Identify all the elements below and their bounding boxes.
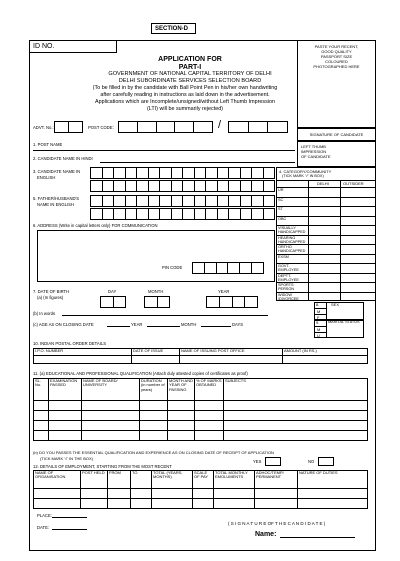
category-delhi-checkbox[interactable] bbox=[309, 293, 340, 302]
category-delhi-checkbox[interactable] bbox=[309, 274, 340, 283]
postal-cell[interactable] bbox=[34, 356, 132, 364]
category-outsider-checkbox[interactable] bbox=[341, 293, 376, 302]
category-row-label: ORTHO HANDICAPPED bbox=[278, 245, 306, 254]
emp-header-org: NAME OF ORGANISATION bbox=[34, 471, 81, 489]
edu-cell[interactable] bbox=[195, 431, 224, 441]
category-row-label: SC bbox=[278, 197, 284, 202]
title-application: APPLICATION FOR bbox=[158, 56, 222, 63]
name-label: Name: bbox=[255, 531, 277, 538]
category-outsider-checkbox[interactable] bbox=[341, 226, 376, 235]
category-row-label: UR bbox=[278, 188, 284, 192]
address-label: 6. ADDRESS (Write in capital letters only) FOR COMMUNICATION bbox=[33, 223, 158, 228]
category-outsider-checkbox[interactable] bbox=[341, 245, 376, 254]
edu-cell[interactable] bbox=[49, 411, 82, 421]
postal-header-date: DATE OF ISSUE bbox=[132, 349, 180, 356]
edu-cell[interactable] bbox=[140, 431, 168, 441]
thumb-label-2: IMPRESSION bbox=[301, 149, 327, 154]
emp-header-scale: SCALE OF PAY bbox=[193, 471, 214, 489]
age-days-label: DAYS bbox=[232, 322, 244, 327]
advt-no-label: ADVT. No.: bbox=[33, 125, 54, 130]
edu-cell[interactable] bbox=[34, 431, 49, 441]
q11b-text-2: (TICK MARK '√' IN THE BOX) bbox=[40, 456, 93, 461]
dob-figures-label: (a) (In figures) bbox=[37, 295, 64, 300]
category-outsider-checkbox[interactable] bbox=[341, 198, 376, 207]
emp-cell[interactable] bbox=[298, 499, 368, 509]
category-outsider-checkbox[interactable] bbox=[341, 283, 376, 292]
post-name-field[interactable] bbox=[33, 150, 295, 151]
edu-cell[interactable] bbox=[140, 421, 168, 431]
category-row-label: EXSM bbox=[278, 254, 289, 259]
edu-cell[interactable] bbox=[34, 421, 49, 431]
name-field[interactable] bbox=[280, 537, 355, 538]
thumb-label-3: OF CANDIDATE bbox=[301, 154, 331, 159]
dob-day-label: DAY bbox=[108, 289, 117, 294]
signature-bottom-label: ( S I G N A T U R E OF T H E C A N D I D A T E ) bbox=[228, 521, 326, 526]
date-field[interactable] bbox=[52, 529, 87, 530]
pin-code-boxes[interactable] bbox=[192, 262, 264, 274]
signature-box-label: SIGNATURE OF CANDIDATE bbox=[309, 132, 364, 137]
title-instruction-3: Applications which are Incomplete/unsigned/without Left Thumb Impression bbox=[95, 99, 275, 105]
edu-header-sl: SL. No. bbox=[34, 379, 49, 401]
edu-cell[interactable] bbox=[34, 411, 49, 421]
dob-month-label: MONTH bbox=[148, 289, 164, 294]
category-delhi-checkbox[interactable] bbox=[309, 188, 340, 197]
emp-cell[interactable] bbox=[214, 499, 255, 509]
sex-divider bbox=[326, 302, 327, 320]
photo-note-2: GOOD QUALITY bbox=[321, 49, 352, 54]
marital-label: MARITAL STATUS bbox=[328, 320, 360, 324]
postal-title: 10. INDIAN POSTAL ORDER DETAILS bbox=[33, 341, 106, 346]
title-part: PART-I bbox=[178, 64, 202, 71]
place-label: PLACE: bbox=[37, 513, 52, 518]
section-label: SECTION-D bbox=[155, 25, 188, 32]
dob-day-boxes[interactable] bbox=[100, 296, 126, 308]
edu-header-board: NAME OF BOARD/ UNIVERSITY bbox=[82, 379, 140, 401]
emp-header-post: POST HELD bbox=[81, 471, 108, 489]
edu-cell[interactable] bbox=[195, 401, 224, 411]
emp-cell[interactable] bbox=[298, 489, 368, 499]
category-row-label: OBC bbox=[278, 216, 287, 221]
category-col-delhi: DELHI bbox=[317, 180, 329, 186]
date-label: DATE: bbox=[37, 525, 50, 530]
category-delhi-checkbox[interactable] bbox=[309, 255, 340, 264]
name-hindi-label: 2. CANDIDATE NAME IN HINDI bbox=[33, 156, 93, 161]
edu-cell[interactable] bbox=[168, 431, 195, 441]
pin-code-label: PIN CODE bbox=[162, 265, 183, 270]
q11b-no-label: NO bbox=[308, 459, 315, 464]
edu-cell[interactable] bbox=[49, 421, 82, 431]
category-delhi-checkbox[interactable] bbox=[309, 198, 340, 207]
edu-cell[interactable] bbox=[195, 411, 224, 421]
edu-cell[interactable] bbox=[224, 421, 368, 431]
photo-note-5: PHOTOGRAPHED HERE bbox=[313, 64, 360, 69]
category-delhi-checkbox[interactable] bbox=[309, 207, 340, 216]
emp-cell[interactable] bbox=[81, 489, 108, 499]
postal-table bbox=[33, 348, 368, 364]
edu-cell[interactable] bbox=[168, 401, 195, 411]
category-delhi-checkbox[interactable] bbox=[309, 226, 340, 235]
edu-cell[interactable] bbox=[224, 431, 368, 441]
age-days-field[interactable] bbox=[201, 326, 231, 327]
edu-cell[interactable] bbox=[82, 401, 140, 411]
age-year-label: YEAR bbox=[131, 322, 143, 327]
q11b-yes-box[interactable] bbox=[265, 457, 281, 466]
edu-header-duration: DURATION (in number of years) bbox=[140, 379, 168, 401]
emp-cell[interactable] bbox=[108, 499, 131, 509]
dob-month-boxes[interactable] bbox=[144, 296, 170, 308]
photo-note-3: PASSPORT SIZE bbox=[320, 54, 353, 59]
sex-no: 8. bbox=[316, 302, 320, 307]
category-outsider-checkbox[interactable] bbox=[341, 236, 376, 245]
postal-header-ipo: I.P.O. NUMBER bbox=[34, 349, 132, 356]
title-govt: GOVERNMENT OF NATIONAL CAPITAL TERRITORY OF DELHI bbox=[108, 71, 272, 77]
category-row-label: SPORTS PERSON bbox=[278, 283, 295, 292]
edu-cell[interactable] bbox=[82, 411, 140, 421]
post-code-year-boxes[interactable] bbox=[228, 121, 288, 133]
emp-header-from: FROM bbox=[108, 471, 131, 489]
marital-rule-2 bbox=[314, 332, 326, 333]
category-title-1: 4. CATEGORY/COMMUNITY bbox=[279, 169, 332, 174]
title-instruction-1: (To be filled in by the candidate with Ball Point Pen in his/her own handwriting bbox=[92, 85, 278, 91]
sex-label: SEX bbox=[331, 302, 340, 307]
emp-header-to: TO bbox=[131, 471, 152, 489]
name-english-label-1: 3. CANDIDATE NAME IN bbox=[33, 169, 81, 174]
title-board: DELHI SUBORDINATE SERVICES SELECTION BOARD bbox=[118, 78, 262, 84]
postal-cell[interactable] bbox=[180, 356, 283, 364]
emp-cell[interactable] bbox=[214, 489, 255, 499]
father-name-label-2: NAME IN ENGLISH bbox=[37, 202, 74, 207]
marital-option-u[interactable]: U bbox=[317, 332, 320, 338]
post-code-label: POST CODE: bbox=[88, 125, 114, 130]
emp-cell[interactable] bbox=[255, 489, 298, 499]
age-year-field[interactable] bbox=[107, 326, 130, 327]
education-table bbox=[33, 378, 368, 441]
education-title: 11. (a) EDUCATIONAL AND PROFESSIONAL QUALIFICATION (Attach duly attested copies of certificates as proof) bbox=[33, 371, 248, 376]
edu-cell[interactable] bbox=[49, 401, 82, 411]
edu-header-passing: MONTH AND YEAR OF PASSING bbox=[168, 379, 195, 401]
category-delhi-checkbox[interactable] bbox=[309, 217, 340, 226]
emp-cell[interactable] bbox=[108, 489, 131, 499]
category-row-label: VISUALLY HANDICAPPED bbox=[278, 226, 306, 235]
post-code-boxes[interactable] bbox=[118, 121, 213, 133]
edu-cell[interactable] bbox=[195, 421, 224, 431]
edu-cell[interactable] bbox=[224, 401, 368, 411]
name-english-label-2: ENGLISH bbox=[37, 175, 56, 180]
postal-cell[interactable] bbox=[132, 356, 180, 364]
age-month-field[interactable] bbox=[147, 326, 180, 327]
thumb-label-1: LEFT THUMB bbox=[301, 144, 326, 149]
dob-words-label: (b) In words bbox=[33, 311, 56, 316]
name-hindi-field[interactable] bbox=[100, 162, 295, 163]
category-delhi-checkbox[interactable] bbox=[309, 236, 340, 245]
photo-note-1: PASTE YOUR RECENT, bbox=[314, 44, 359, 49]
employment-table bbox=[33, 470, 368, 509]
edu-cell[interactable] bbox=[140, 411, 168, 421]
marital-option-m[interactable]: M bbox=[317, 326, 321, 332]
title-instruction-2: after carefully reading in instructions as laid down in the advertisement. bbox=[100, 92, 270, 98]
emp-cell[interactable] bbox=[131, 489, 152, 499]
edu-cell[interactable] bbox=[224, 411, 368, 421]
edu-header-exam: EXAMINATION PASSED bbox=[49, 379, 82, 401]
postal-header-office: NAME OF ISSUING POST OFFICE bbox=[180, 349, 283, 356]
marital-divider bbox=[326, 320, 327, 338]
post-name-label: 1. POST NAME bbox=[33, 142, 63, 147]
edu-cell[interactable] bbox=[168, 411, 195, 421]
category-row-label: HEARING HANDICAPPED bbox=[278, 235, 306, 244]
father-name-label-1: 5. FATHER/HUSBAND'S bbox=[33, 196, 80, 201]
dob-year-boxes[interactable] bbox=[206, 296, 258, 308]
category-outsider-checkbox[interactable] bbox=[341, 274, 376, 283]
postal-header-amount: AMOUNT (IN RS.) bbox=[283, 349, 368, 356]
postal-cell[interactable] bbox=[283, 356, 368, 364]
id-no-label: ID NO. bbox=[33, 43, 55, 50]
edu-cell[interactable] bbox=[82, 421, 140, 431]
edu-header-subjects: SUBJECTS bbox=[224, 379, 368, 401]
dob-label: 7. DATE OF BIRTH bbox=[33, 289, 70, 294]
father-name-row-1[interactable] bbox=[90, 195, 275, 207]
employment-title: 12. DETAILS OF EMPLOYMENT, STARTING FROM THE MOST RECENT bbox=[33, 464, 172, 469]
age-label: (c) AGE AS ON CLOSING DATE bbox=[33, 322, 94, 327]
emp-cell[interactable] bbox=[193, 499, 214, 509]
advt-no-boxes[interactable] bbox=[54, 121, 83, 133]
title-instruction-4: (LTI) will be summarily rejected) bbox=[147, 106, 223, 112]
emp-header-total: TOTAL (YEARS, MONTHS) bbox=[152, 471, 193, 489]
emp-cell[interactable] bbox=[34, 499, 81, 509]
dob-year-label: YEAR bbox=[218, 289, 230, 294]
emp-header-emoluments: TOTAL MONTHLY EMOLUMENTS bbox=[214, 471, 255, 489]
edu-cell[interactable] bbox=[140, 401, 168, 411]
place-field[interactable] bbox=[52, 517, 87, 518]
name-english-row-1[interactable] bbox=[90, 167, 275, 179]
name-english-row-2[interactable] bbox=[90, 180, 275, 192]
post-code-slash: / bbox=[218, 119, 222, 131]
sex-rule-2 bbox=[314, 314, 326, 315]
emp-header-nature: ADHOC/TEMP/ PERMANENT bbox=[255, 471, 298, 489]
category-outsider-checkbox[interactable] bbox=[341, 255, 376, 264]
edu-header-marks: % OF MARKS OBTAINED bbox=[195, 379, 224, 401]
emp-cell[interactable] bbox=[131, 499, 152, 509]
dob-words-field[interactable] bbox=[62, 315, 268, 316]
category-outsider-checkbox[interactable] bbox=[341, 188, 376, 197]
category-row-label: DEPTT. EMPLOYEE bbox=[278, 273, 299, 282]
edu-cell[interactable] bbox=[82, 431, 140, 441]
category-outsider-checkbox[interactable] bbox=[341, 207, 376, 216]
category-col-outsider: OUTSIDER bbox=[343, 180, 364, 186]
emp-cell[interactable] bbox=[152, 499, 193, 509]
age-month-label: MONTH bbox=[181, 322, 197, 327]
emp-cell[interactable] bbox=[255, 499, 298, 509]
emp-header-duties: NATURE OF DUTIES bbox=[298, 471, 368, 489]
emp-cell[interactable] bbox=[152, 489, 193, 499]
q11b-no-box[interactable] bbox=[318, 457, 334, 466]
marital-no: 9. bbox=[316, 320, 320, 325]
category-row-label: WIDOW /DIVORCEE bbox=[278, 292, 299, 301]
edu-cell[interactable] bbox=[49, 431, 82, 441]
address-box[interactable] bbox=[37, 230, 275, 282]
q11b-yes-label: YES bbox=[253, 459, 262, 464]
emp-cell[interactable] bbox=[81, 499, 108, 509]
category-title-2: (TICK MARK '√' IN BOX) bbox=[282, 174, 324, 178]
category-row-label: GOVT. EMPLOYEE bbox=[278, 264, 299, 273]
sex-option-f[interactable]: F bbox=[317, 314, 320, 320]
category-delhi-checkbox[interactable] bbox=[309, 245, 340, 254]
edu-cell[interactable] bbox=[34, 401, 49, 411]
category-delhi-checkbox[interactable] bbox=[309, 264, 340, 273]
emp-cell[interactable] bbox=[193, 489, 214, 499]
father-name-row-2[interactable] bbox=[90, 208, 275, 220]
category-delhi-checkbox[interactable] bbox=[309, 283, 340, 292]
photo-note-4: COLOURED bbox=[325, 59, 348, 64]
category-outsider-checkbox[interactable] bbox=[341, 264, 376, 273]
category-outsider-checkbox[interactable] bbox=[341, 217, 376, 226]
edu-cell[interactable] bbox=[168, 421, 195, 431]
sex-option-m[interactable]: M bbox=[317, 308, 321, 314]
category-row-label: ST bbox=[278, 207, 283, 211]
q11b-text-1: (b) DO YOU PASSES THE ESSENTIAL QUALIFICATION AND EXPERIENCE AS ON CLOSING DATE OF RECEIPT OF APPLICATION bbox=[33, 450, 274, 455]
emp-cell[interactable] bbox=[34, 489, 81, 499]
